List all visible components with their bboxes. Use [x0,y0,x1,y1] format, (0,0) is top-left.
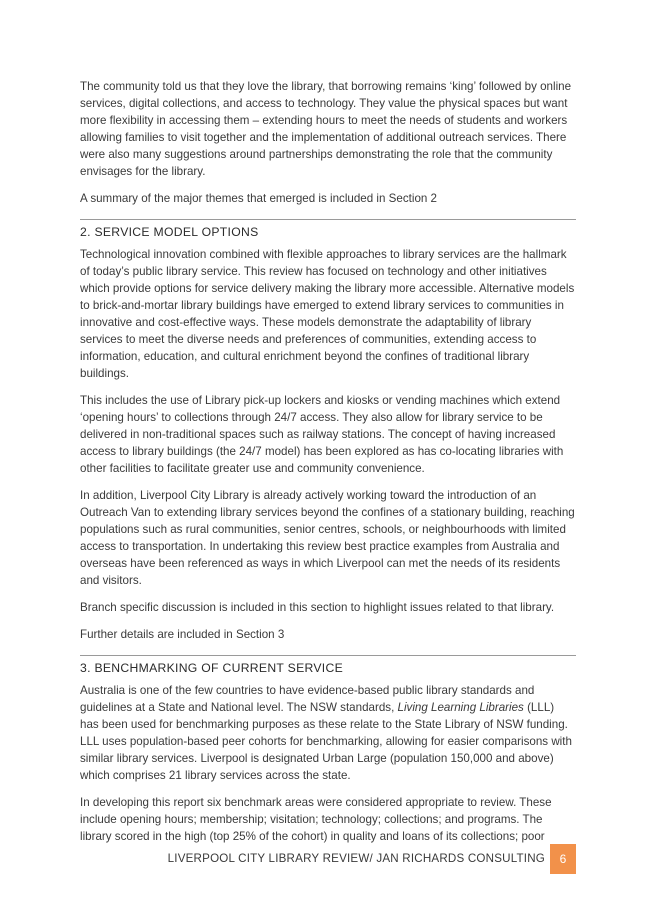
intro-paragraph-2: A summary of the major themes that emerged is included in Section 2 [80,192,438,205]
standards-title: Living Learning Libraries [397,701,524,714]
section-benchmarking [80,655,576,845]
section-2-paragraph-1: Technological innovation combined with flexible approaches to library services are the hallmark of today’s public library service. This review has focused on technology and other initiatives which provide options for service delivery making the library more accessible. Alternative models to brick-and-mortar library buildings have emerged to extend library services to communities in innovative and cost-effective ways. These models demonstrate the adaptability of library services to meet the diverse needs and preferences of communities, extending access to information, education, and cultural enrichment beyond the confines of traditional library buildings. [80,248,575,380]
section-3-paragraph-2: In developing this report six benchmark areas were considered appropriate to review. These include opening hours; membership; visitation; technology; collections; and programs. The library scored in the high (top 25% of the cohort) in quality and loans of its collections; poor [80,796,552,843]
section-3-heading: 3. BENCHMARKING OF CURRENT SERVICE [80,661,344,675]
section-2-paragraph-4: Branch specific discussion is included in this section to highlight issues related to that library. [80,601,555,614]
section-2-paragraph-2: This includes the use of Library pick-up lockers and kiosks or vending machines which extend ‘opening hours’ to collections through 24/7 access. They also allow for library service to be delivered in non-traditional spaces such as railway stations. The concept of having increased access to library buildings (the 24/7 model) has been explored as has co-locating libraries with other facilities to facilitate greater use and community convenience. [80,394,564,475]
section-2-paragraph-3: In addition, Liverpool City Library is already actively working toward the introduction of an Outreach Van to extending library services beyond the confines of a stationary building, reaching populations such as rural communities, senior centres, schools, or neighbourhoods with limited access to transportation. In undertaking this review best practice examples from Australia and overseas have been referenced as ways in which Liverpool can met the needs of its residents and visitors. [80,489,575,587]
page-number-badge: 6 [550,844,576,874]
intro-paragraph-1: The community told us that they love the library, that borrowing remains ‘king’ followed by online services, digital collections, and access to technology. They value the physical spaces but want more flexibility in accessing them – extending hours to meet the needs of students and workers allowing families to visit together and the implementation of additional outreach services. There were also many suggestions around partnerships demonstrating the role that the community envisages for the library. [80,80,572,178]
footer-title: LIVERPOOL CITY LIBRARY REVIEW/ JAN RICHARDS CONSULTING [167,852,545,865]
section-3-paragraph-1-end: (LLL) has been used for benchmarking purposes as these relate to the State Library of NSW funding. LLL uses population-based peer cohorts for benchmarking, allowing for easier comparisons with similar library services. Liverpool is designated Urban Large (population 150,000 and above) which comprises 21 library services across the state. [80,701,572,782]
section-3-paragraph-1 [80,682,576,784]
section-service-model-options [80,219,576,643]
page-content [80,78,576,855]
section-2-heading: 2. SERVICE MODEL OPTIONS [80,225,259,239]
page-footer [0,844,653,874]
section-2-paragraph-5: Further details are included in Section 3 [80,628,285,641]
section-3-paragraph-1-start: Australia is one of the few countries to have evidence-based public library standards and guidelines at a State and National level. The NSW standards, [80,684,535,714]
